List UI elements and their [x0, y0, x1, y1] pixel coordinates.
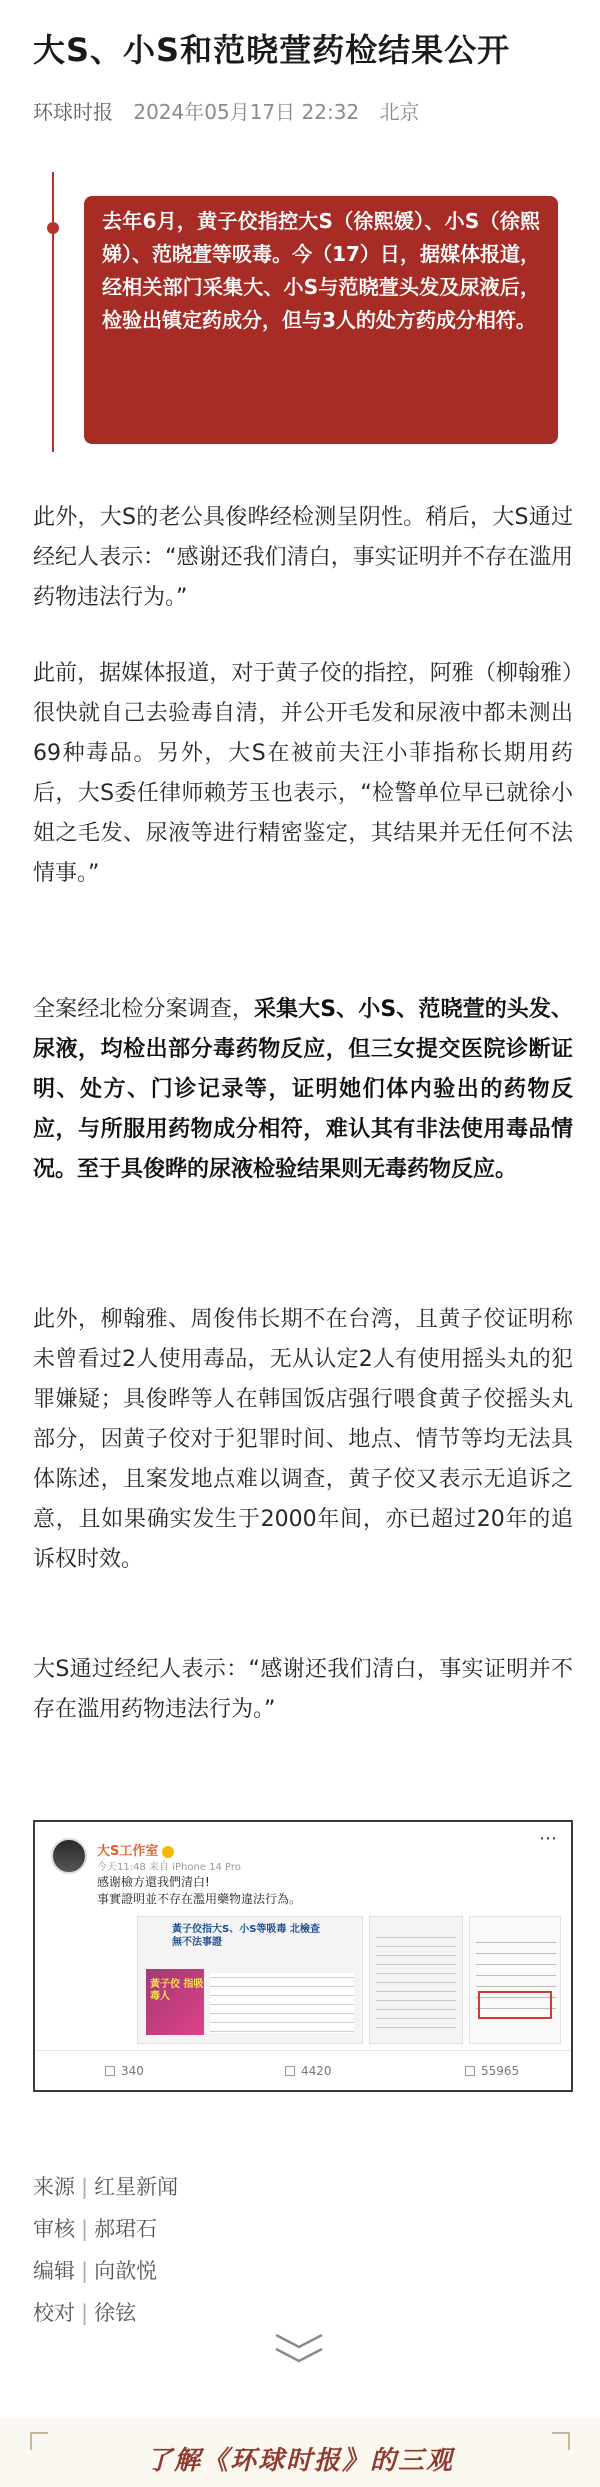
share-count — [105, 2064, 144, 2078]
comment-icon — [285, 2066, 295, 2076]
weibo-image-statement — [469, 1916, 561, 2044]
like-count — [465, 2064, 519, 2078]
article-datetime: 2024年05月17日 22:32 — [133, 100, 360, 124]
avatar — [51, 1838, 87, 1874]
summary-timeline-marker — [52, 172, 54, 452]
credit-separator: | — [81, 2175, 89, 2199]
paragraph-1: 此外，大S的老公具俊晔经检测呈阴性。稍后，大S通过经纪人表示：“感谢还我们清白，事实证明并不存在滥用药物违法行为。” — [33, 505, 573, 610]
credit-editor — [33, 2250, 178, 2292]
document-text-lines — [376, 1933, 456, 2033]
share-icon — [105, 2066, 115, 2076]
paragraph-2: 此前，据媒体报道，对于黄子佼的指控，阿雅（柳翰雅）很快就自己去验毒自清，并公开毛发和尿液中都未测出69种毒品。另外，大S在被前夫汪小菲指称长期用药后，大S委任律师赖芳玉也表示，“检警单位早已就徐小姐之毛发、尿液等进行精密鉴定，其结果并无任何不法情事。” — [33, 661, 573, 886]
credit-separator: | — [81, 2301, 89, 2325]
weibo-post-line-2: 事實證明並不存在濫用藥物違法行為。 — [97, 1892, 302, 1906]
paragraph-3-plain: 全案经北检分案调查， — [33, 997, 254, 1022]
article-summary-box: 去年6月，黄子佼指控大S（徐熙媛）、小S（徐熙娣）、范晓萱等吸毒。今（17）日，据媒体报道，经相关部门采集大、小S与范晓萱头发及尿液后，检验出镇定药成分，但与3人的处方药成分相符。 — [84, 196, 558, 444]
comment-count — [285, 2064, 332, 2078]
credit-value: 徐铉 — [94, 2301, 137, 2325]
weibo-image-headline: 黃子佼指大S、小S等吸毒 北檢查無不法事證 — [172, 1924, 320, 1948]
credit-separator: | — [81, 2217, 89, 2241]
weibo-account-name — [97, 1840, 174, 1859]
credit-value: 向歆悦 — [94, 2259, 158, 2283]
credit-key: 审核 — [33, 2217, 75, 2241]
more-dots-icon: ⋯ — [539, 1828, 557, 1849]
paragraph-4: 此外，柳翰雅、周俊伟长期不在台湾，且黄子佼证明称未曾看过2人使用毒品，无从认定2人有使用摇头丸的犯罪嫌疑；具俊晔等人在韩国饭店强行喂食黄子佼摇头丸部分，因黄子佼对于犯罪时间、地点、情节等均无法具体陈述，且案发地点难以调查，黄子佼又表示无追诉之意，且如果确实发生于2000年间，亦已超过20年的追诉权时效。 — [33, 1307, 573, 1572]
chevron-lower — [276, 2349, 322, 2361]
article-meta — [33, 96, 420, 125]
article-source[interactable]: 环球时报 — [33, 100, 113, 124]
comment-count-value: 4420 — [301, 2064, 332, 2078]
weibo-post-text — [97, 1874, 301, 1908]
thumbnail-caption: 黃子佼 指吸毒人 — [150, 1979, 204, 2002]
credit-proofreader — [33, 2292, 178, 2334]
chevron-upper — [276, 2335, 322, 2347]
article-title: 大S、小S和范晓萱药检结果公开 — [33, 31, 511, 69]
weibo-stats-bar — [35, 2050, 571, 2090]
credit-source — [33, 2166, 178, 2208]
vip-badge-icon — [162, 1846, 174, 1858]
weibo-post-meta: 今天11:48 来自 iPhone 14 Pro — [97, 1862, 241, 1873]
weibo-post-line-1: 感谢檢方還我們清白! — [97, 1875, 210, 1889]
weibo-image-thumbnail — [146, 1969, 204, 2035]
paragraph-3-bold: 采集大S、小S、范晓萱的头发、尿液，均检出部分毒药物反应，但三女提交医院诊断证明、处方、门诊记录等，证明她们体内验出的药物反应，与所服用药物成分相符，难认其有非法使用毒品情况。至于具俊晔的尿液检验结果则无毒药物反应。 — [33, 997, 573, 1182]
credit-key: 编辑 — [33, 2259, 75, 2283]
weibo-image-document — [369, 1916, 463, 2044]
weibo-image-news — [137, 1916, 363, 2044]
double-chevron-down-icon[interactable] — [272, 2329, 326, 2369]
embedded-weibo-screenshot — [33, 1820, 573, 2092]
weibo-image-text-lines — [210, 1973, 354, 2033]
credit-value: 红星新闻 — [94, 2175, 179, 2199]
credit-value: 郝珺石 — [94, 2217, 158, 2241]
credit-reviewer — [33, 2208, 178, 2250]
paragraph-3 — [33, 990, 573, 1190]
like-icon — [465, 2066, 475, 2076]
weibo-account-name-text: 大S工作室 — [97, 1844, 159, 1859]
credit-separator: | — [81, 2259, 89, 2283]
article-location: 北京 — [379, 100, 420, 124]
credit-key: 校对 — [33, 2301, 75, 2325]
statement-highlight-box — [478, 1991, 552, 2019]
credit-key: 来源 — [33, 2175, 75, 2199]
share-count-value: 340 — [121, 2064, 144, 2078]
footer-slogan[interactable]: 了解《环球时报》的三观 — [145, 2446, 454, 2476]
article-credits — [33, 2166, 178, 2334]
like-count-value: 55965 — [481, 2064, 520, 2078]
paragraph-5: 大S通过经纪人表示：“感谢还我们清白，事实证明并不存在滥用药物违法行为。” — [33, 1657, 573, 1722]
